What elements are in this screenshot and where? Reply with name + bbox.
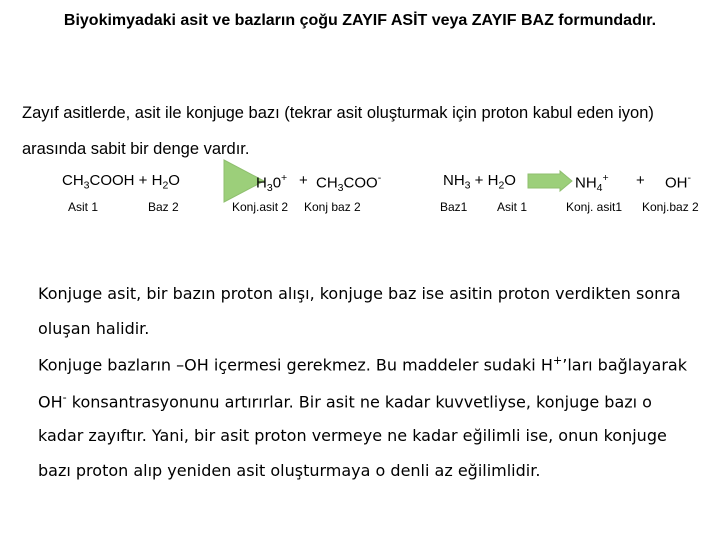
equation1-reactants: $CH_3COOH + H_2O$ (62, 172, 180, 192)
label-konj-baz-2: Konj baz 2 (304, 200, 361, 214)
paragraph-line-3: Konjuge bazların –OH içermesi gerekmez. Bu maddeler sudaki H+’ları bağlayarak (38, 354, 687, 375)
paragraph-line-4: OH- konsantrasyonunu artırırlar. Bir asit ne kadar kuvvetliyse, konjuge bazı o (38, 391, 652, 412)
label-konj-asit-2: Konj.asit 2 (232, 200, 289, 214)
equation2-arrow-icon (526, 170, 574, 192)
label-konj-baz-2-b: Konj.baz 2 (642, 200, 699, 214)
page-title: Biyokimyadaki asit ve bazların çoğu ZAYIF ASİT veya ZAYIF BAZ formundadır. (63, 12, 657, 29)
label-asit-1-b: Asit 1 (497, 200, 528, 214)
paragraph-line-6: bazı proton alıp yeniden asit oluşturmaya o denli az eğilimlidir. (38, 461, 541, 480)
label-baz1: Baz1 (440, 200, 468, 214)
label-konj-asit1: Konj. asit1 (566, 200, 623, 214)
equation2-product-nh4: $NH_4^+$ (575, 172, 609, 194)
equation2-plus: + (636, 172, 645, 189)
label-baz-2: Baz 2 (148, 200, 179, 214)
intro-line-2: arasında sabit bir denge vardır. (22, 140, 250, 158)
paragraph-line-2: oluşan halidir. (38, 319, 150, 338)
paragraph-line-1: Konjuge asit, bir bazın proton alışı, konjuge baz ise asitin proton verdikten sonra (38, 284, 681, 303)
equation2-arrow-shape (528, 171, 572, 191)
intro-line-1: Zayıf asitlerde, asit ile konjuge bazı (tekrar asit oluşturmak için proton kabul eden iyon) (22, 104, 654, 122)
label-asit-1: Asit 1 (68, 200, 99, 214)
equation1-product-h3o: $H_30^+$ (256, 172, 288, 194)
equation1-plus: + (299, 172, 308, 189)
equation2-product-oh: OH- (665, 172, 691, 192)
equation2-reactants: $NH_3 + H_2O$ (443, 172, 516, 192)
paragraph-line-5: kadar zayıftır. Yani, bir asit proton vermeye ne kadar eğilimli ise, onun konjuge (38, 426, 667, 445)
equation1-product-acetate: $CH_3COO^-$ (316, 172, 382, 194)
